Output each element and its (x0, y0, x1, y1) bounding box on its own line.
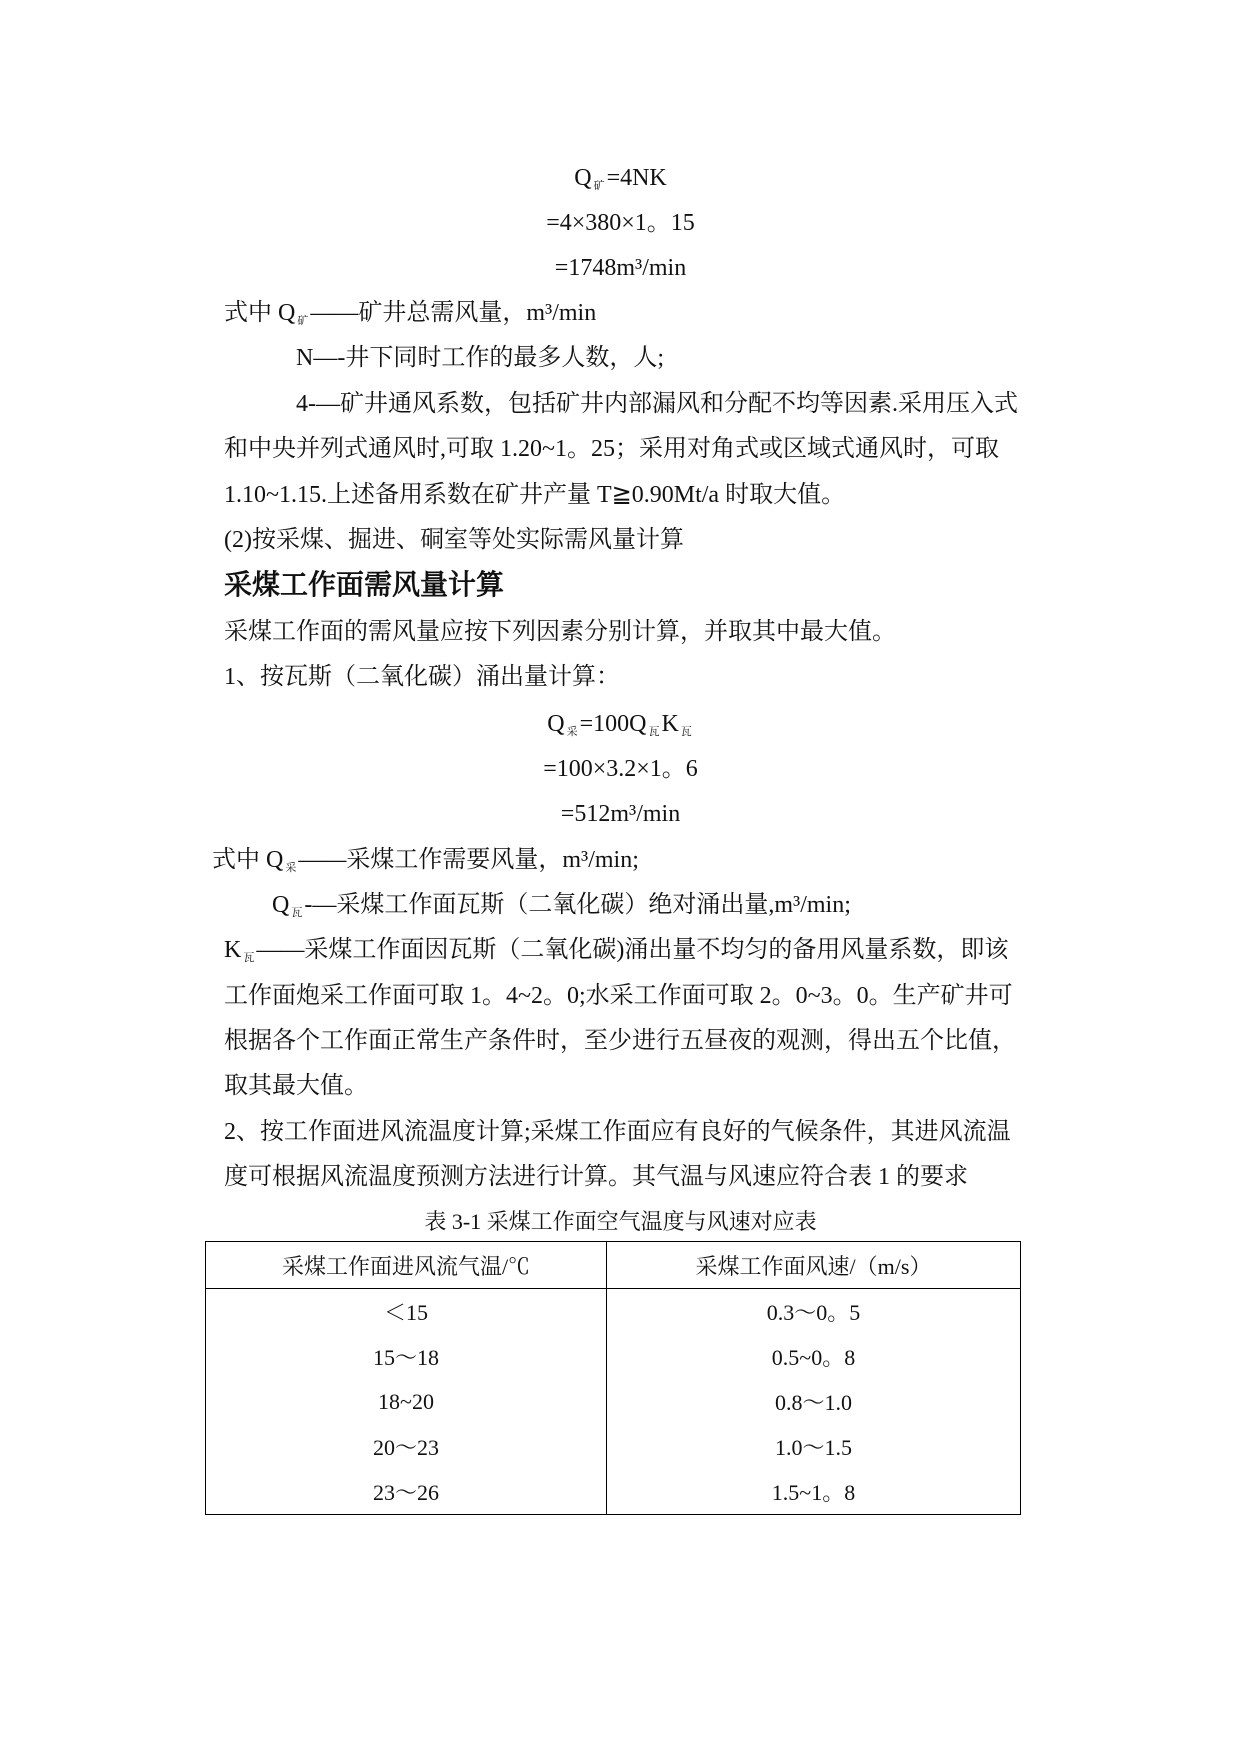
def2-k-line3: 根据各个工作面正常生产条件时，至少进行五昼夜的观测，得出五个比值， (224, 1028, 1016, 1054)
def2-k (224, 935, 1008, 973)
formula-subscript: 瓦 (680, 726, 692, 738)
table-header-wind-speed: 采煤工作面风速/（m/s） (607, 1242, 1021, 1289)
table-row (206, 1469, 1021, 1515)
table-row (206, 1289, 1021, 1335)
def-text: ——采煤工作面因瓦斯（二氧化碳)涌出量不均匀的备用风量系数，即该 (256, 937, 1009, 963)
table-cell-wind-speed: 0.3～0。5 (766, 1300, 861, 1325)
def1-k-line1: 4-—矿井通风系数，包括矿井内部漏风和分配不均等因素.采用压入式 (296, 391, 1018, 417)
def-label: K (224, 937, 242, 963)
def-label: 式中 Q (212, 847, 284, 873)
table-cell-temperature: 15～18 (206, 1334, 607, 1379)
def-text: ——矿井总需风量，m³/min (310, 300, 597, 326)
formula-subscript: 采 (566, 726, 578, 738)
formula1-line3: =1748m³/min (554, 255, 687, 281)
table-cell-temperature: ＜15 (206, 1289, 607, 1335)
def1-k-line2: 和中央并列式通风时,可取 1.20~1。25；采用对角式或区域式通风时，可取 (224, 436, 999, 462)
table-cell-temperature: 23～26 (206, 1469, 607, 1515)
def-label: Q (272, 892, 290, 918)
def2-qw (272, 890, 851, 928)
section-intro: 采煤工作面的需风量应按下列因素分别计算，并取其中最大值。 (224, 619, 896, 645)
formula2-line2: =100×3.2×1。6 (543, 756, 698, 782)
table-row (206, 1424, 1021, 1469)
def1-n: N—-井下同时工作的最多人数，人; (296, 345, 664, 371)
temperature-wind-table (205, 1241, 1021, 1515)
def2-k-line2: 工作面炮采工作面可取 1。4~2。0;水采工作面可取 2。0~3。0。生产矿井可 (224, 983, 1013, 1009)
def1-q (224, 298, 596, 336)
table-row (206, 1379, 1021, 1424)
def-label: 式中 Q (224, 300, 296, 326)
def1-k-line3: 1.10~1.15.上述备用系数在矿井产量 T≧0.90Mt/a 时取大值。 (224, 482, 846, 508)
def2-q (212, 845, 639, 883)
table-cell-temperature: 18~20 (206, 1379, 607, 1424)
formula-symbol: Q (547, 711, 565, 737)
formula1-line1 (0, 163, 1241, 201)
formula-expression: =100Q (579, 711, 647, 737)
table-cell-wind-speed: 1.0～1.5 (774, 1435, 852, 1460)
def-subscript: 采 (285, 862, 297, 874)
formula-expression: =4NK (606, 165, 667, 191)
table-caption: 表 3-1 采煤工作面空气温度与风速对应表 (424, 1209, 817, 1234)
item2b-line2: 度可根据风流温度预测方法进行计算。其气温与风速应符合表 1 的要求 (224, 1164, 968, 1190)
table-cell-wind-speed: 0.8～1.0 (774, 1390, 852, 1415)
section-item1: 1、按瓦斯（二氧化碳）涌出量计算： (224, 664, 620, 690)
formula-subscript: 矿 (593, 180, 605, 192)
table-header-row (206, 1242, 1021, 1289)
def-text: -—采煤工作面瓦斯（二氧化碳）绝对涌出量,m³/min; (304, 892, 851, 918)
table-cell-wind-speed: 1.5~1。8 (771, 1480, 856, 1505)
formula2-line3: =512m³/min (560, 801, 681, 827)
table-cell-wind-speed: 0.5~0。8 (771, 1345, 856, 1370)
def1-item2: (2)按采煤、掘进、硐室等处实际需风量计算 (224, 527, 684, 553)
table-row (206, 1334, 1021, 1379)
def-subscript: 矿 (297, 315, 309, 327)
def-subscript: 瓦 (243, 952, 255, 964)
section-title: 采煤工作面需风量计算 (224, 568, 505, 601)
def2-k-line4: 取其最大值。 (224, 1073, 368, 1099)
formula1-line2: =4×380×1。15 (546, 210, 695, 236)
formula-symbol: K (661, 711, 679, 737)
def-subscript: 瓦 (291, 907, 303, 919)
table-header-temperature: 采煤工作面进风流气温/℃ (206, 1242, 607, 1289)
item2b-line1: 2、按工作面进风流温度计算;采煤工作面应有良好的气候条件，其进风流温 (224, 1119, 1011, 1145)
table-cell-temperature: 20～23 (206, 1424, 607, 1469)
def-text: ——采煤工作需要风量，m³/min; (298, 847, 639, 873)
formula-subscript: 瓦 (648, 726, 660, 738)
formula2-line1 (0, 709, 1241, 747)
formula-symbol: Q (574, 165, 592, 191)
